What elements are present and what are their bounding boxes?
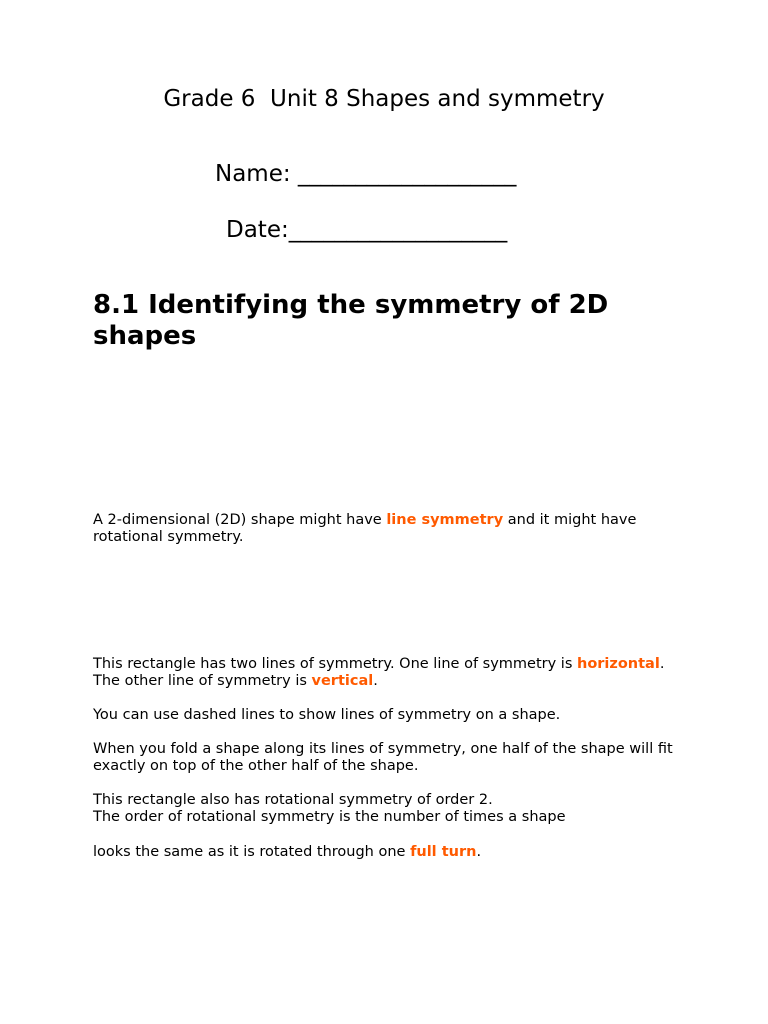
line-symmetry-term: line symmetry (386, 512, 504, 528)
section-heading: 8.1 Identifying the symmetry of 2D shapes (93, 290, 609, 351)
rectangle-lines-middle: . The other line of symmetry is (93, 656, 665, 689)
rectangle-lines-end: . (373, 673, 378, 689)
name-label: Name: (215, 161, 298, 187)
rotational-symmetry-paragraph (93, 792, 693, 826)
rotational-definition-line: The order of rotational symmetry is the number of times a shape (93, 809, 566, 825)
name-field[interactable] (215, 161, 516, 187)
intro-paragraph (93, 512, 693, 546)
rotational-order-line: This rectangle also has rotational symmetry of order 2. (93, 792, 493, 808)
intro-text-before: A 2-dimensional (2D) shape might have (93, 512, 387, 528)
full-turn-text: looks the same as it is rotated through one (93, 844, 411, 860)
full-turn-paragraph (93, 844, 693, 861)
full-turn-end: . (476, 844, 482, 860)
name-blank[interactable]: ___________________ (297, 161, 517, 187)
dashed-lines-paragraph: You can use dashed lines to show lines of symmetry on a shape. (93, 707, 561, 723)
horizontal-term: horizontal (577, 656, 660, 672)
date-label: Date: (226, 217, 289, 243)
date-field[interactable] (226, 217, 507, 243)
rectangle-lines-text: This rectangle has two lines of symmetry. One line of symmetry is (93, 656, 577, 672)
rectangle-lines-paragraph (93, 656, 693, 690)
date-blank[interactable]: ___________________ (288, 217, 508, 243)
full-turn-term: full turn (410, 844, 477, 860)
vertical-term: vertical (311, 673, 374, 689)
document-title: Grade 6 Unit 8 Shapes and symmetry (163, 86, 605, 112)
intro-text-after: and it might have rotational symmetry. (93, 512, 637, 545)
folding-paragraph: When you fold a shape along its lines of symmetry, one half of the shape will fit exactly on top of the other half of the shape. (93, 741, 673, 774)
